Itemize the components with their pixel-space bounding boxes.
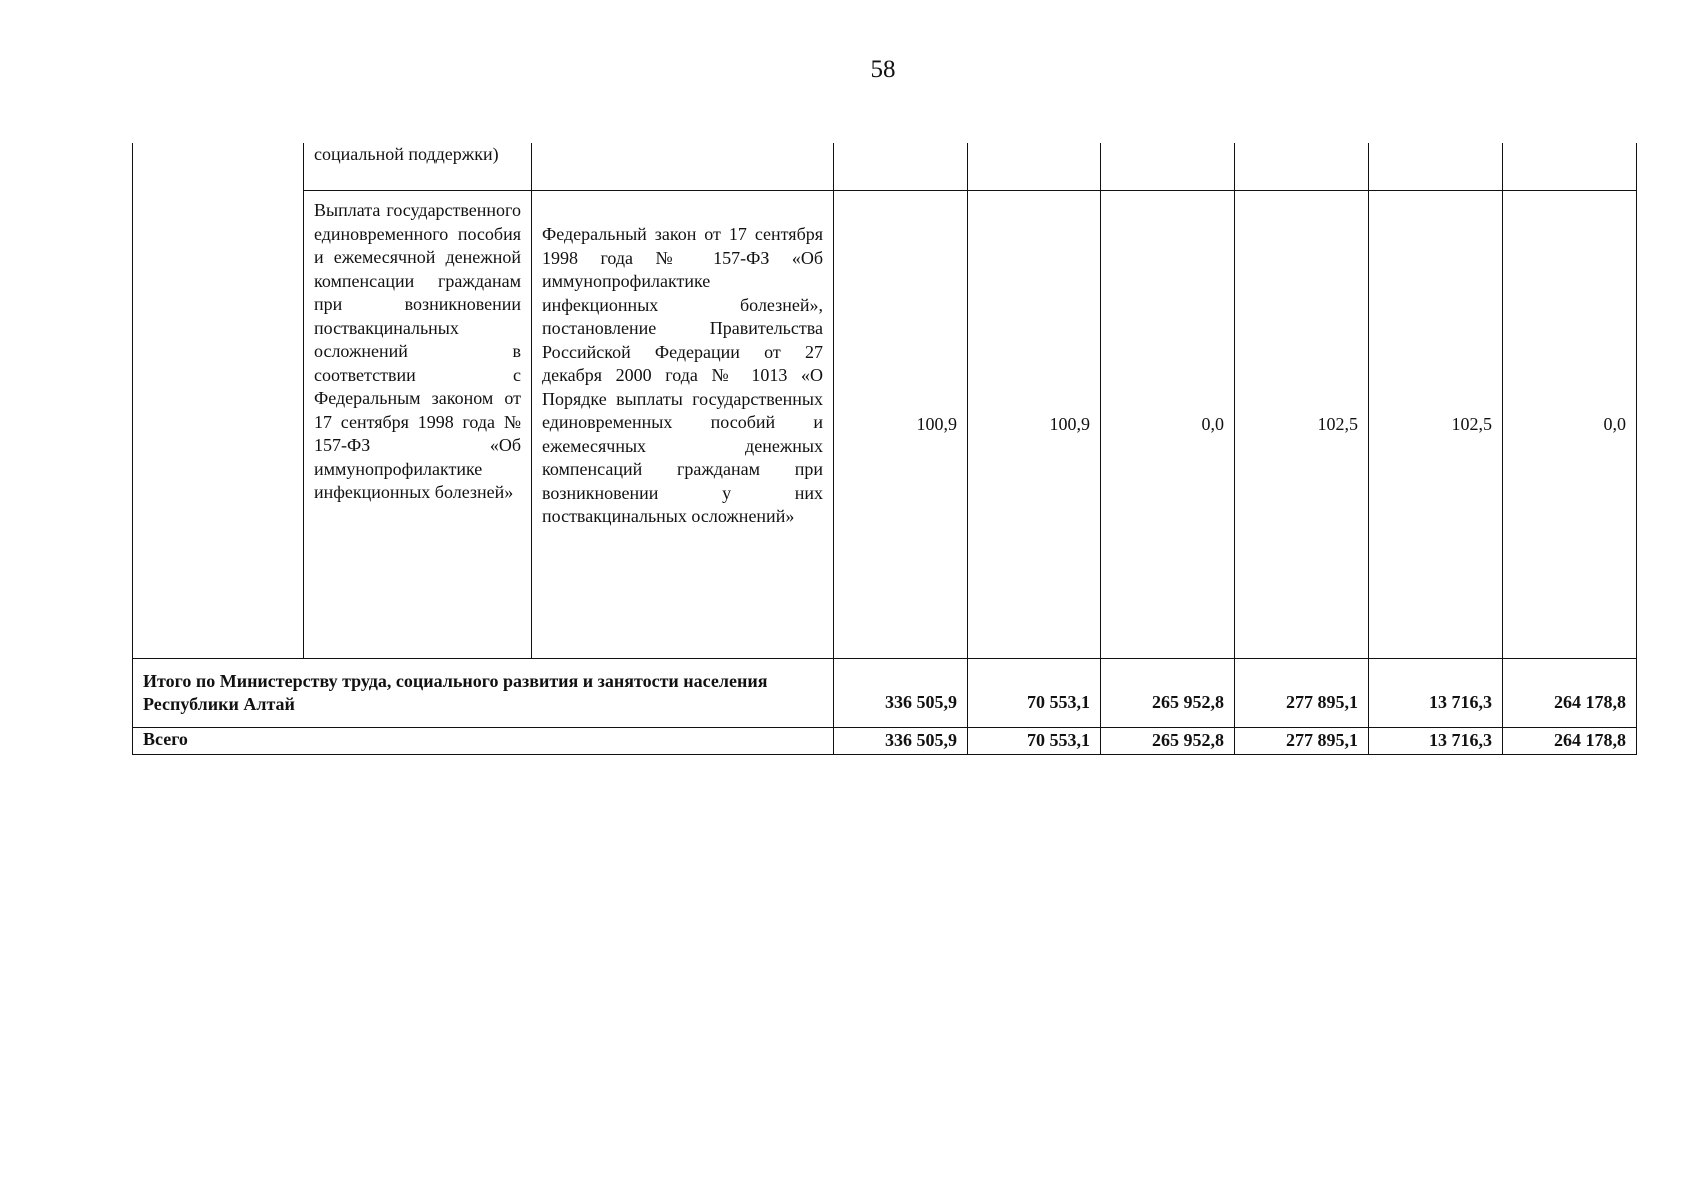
value-cell (968, 143, 1101, 191)
grand-total-value-cell: 277 895,1 (1235, 728, 1369, 755)
page-number: 58 (870, 56, 896, 83)
value-cell: 102,5 (1369, 191, 1503, 659)
total-value-cell: 13 716,3 (1369, 659, 1503, 728)
value-cell (1503, 143, 1637, 191)
value-cell: 100,9 (968, 191, 1101, 659)
grand-total-value-cell: 264 178,8 (1503, 728, 1637, 755)
blank-cell (133, 143, 304, 659)
total-value-cell: 265 952,8 (1101, 659, 1235, 728)
grand-total-value-cell: 70 553,1 (968, 728, 1101, 755)
value-cell: 100,9 (834, 191, 968, 659)
value-cell (1101, 143, 1235, 191)
table-row-continuation (133, 143, 1637, 191)
measure-text: социальной поддержки) (314, 144, 499, 164)
total-value-cell: 264 178,8 (1503, 659, 1637, 728)
law-cell: Федеральный закон от 17 сентября 1998 года № 157-ФЗ «Об иммунопрофилактике инфекционных болезней», постановление Правительства Российской Федерации от 27 декабря 2000 года № 1013 «О Порядке выплаты государственных единовременных пособий и ежемесячных денежных компенсаций гражданам при возникновении у них поствакцинальных осложнений» (532, 191, 834, 659)
law-cell (532, 143, 834, 191)
value-cell: 102,5 (1235, 191, 1369, 659)
grand-total-value-cell: 13 716,3 (1369, 728, 1503, 755)
measure-cell (304, 143, 532, 191)
budget-table (132, 143, 1637, 755)
total-label: Итого по Министерству труда, социального развития и занятости населения Республики Алтай (133, 659, 834, 728)
grand-total-label: Всего (133, 728, 834, 755)
table-row-grand-total (133, 728, 1637, 755)
value-cell (1235, 143, 1369, 191)
total-value-cell: 336 505,9 (834, 659, 968, 728)
value-cell (1369, 143, 1503, 191)
value-cell: 0,0 (1101, 191, 1235, 659)
grand-total-value-cell: 336 505,9 (834, 728, 968, 755)
total-value-cell: 70 553,1 (968, 659, 1101, 728)
table-row-ministry-total (133, 659, 1637, 728)
total-value-cell: 277 895,1 (1235, 659, 1369, 728)
grand-total-value-cell: 265 952,8 (1101, 728, 1235, 755)
value-cell (834, 143, 968, 191)
measure-cell: Выплата государственного единовременного пособия и ежемесячной денежной компенсации гражданам при возникновении поствакцинальных осложнений в соответствии с Федеральным законом от 17 сентября 1998 года № 157-ФЗ «Об иммунопрофилактике инфекционных болезней» (304, 191, 532, 659)
value-cell: 0,0 (1503, 191, 1637, 659)
table-row-payment (133, 191, 1637, 659)
